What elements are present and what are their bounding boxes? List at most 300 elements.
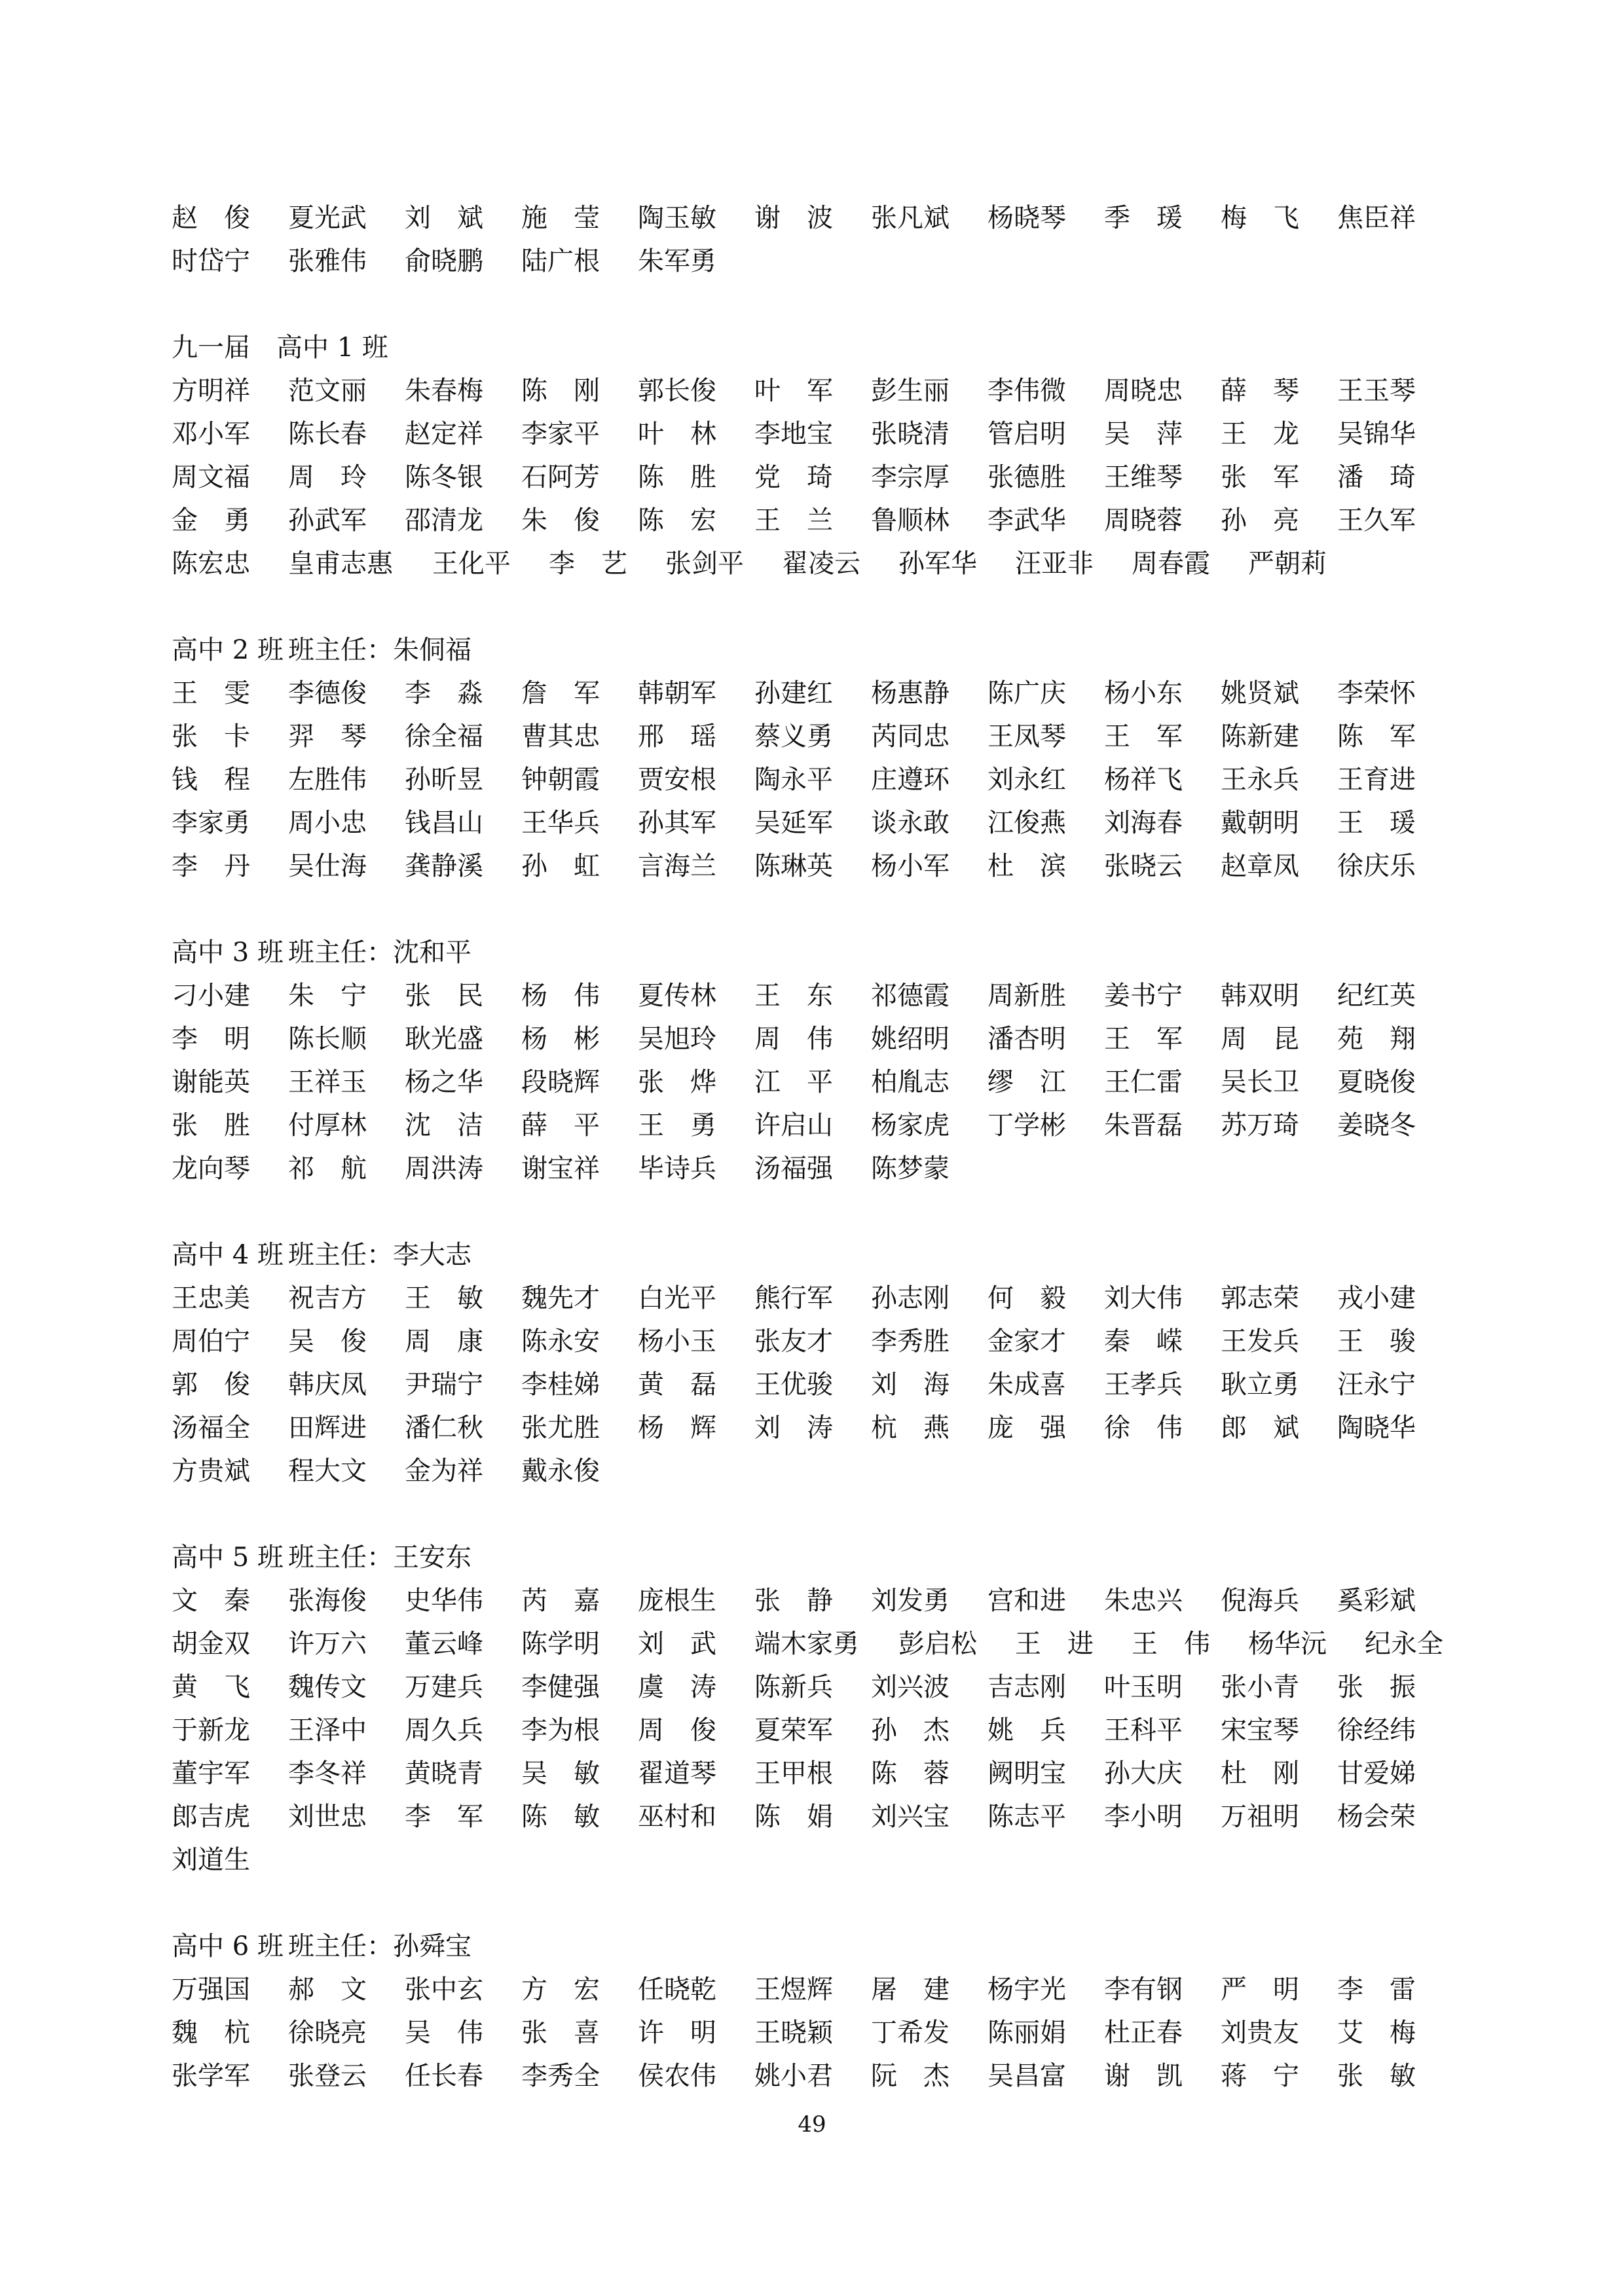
student-name: 万强国 — [172, 1975, 250, 2005]
student-name: 季 瑗 — [1104, 203, 1183, 233]
student-name: 方贵斌 — [172, 1456, 250, 1486]
student-name: 陶永平 — [754, 765, 833, 795]
student-name: 倪海兵 — [1221, 1586, 1299, 1616]
student-name: 吴 萍 — [1104, 419, 1183, 449]
student-name: 李 淼 — [405, 678, 483, 708]
student-name: 阮 杰 — [871, 2061, 950, 2091]
student-name: 朱军勇 — [638, 246, 716, 276]
class-section — [172, 1233, 1481, 1493]
student-name: 李秀胜 — [871, 1326, 950, 1357]
student-name: 范文丽 — [288, 376, 367, 406]
student-name: 纪红英 — [1337, 981, 1416, 1011]
student-name: 杨小东 — [1104, 678, 1183, 708]
student-name: 汪永宁 — [1337, 1370, 1416, 1400]
student-name: 梅 飞 — [1221, 203, 1299, 233]
student-name: 江 平 — [754, 1067, 833, 1097]
student-name: 王优骏 — [754, 1370, 833, 1400]
student-name: 姚小君 — [754, 2061, 833, 2091]
student-name: 徐晓亮 — [288, 2018, 367, 2048]
student-name: 杨华沅 — [1248, 1629, 1327, 1659]
student-name: 贾安根 — [638, 765, 716, 795]
student-name: 曹其忠 — [521, 721, 600, 752]
student-name: 杨 辉 — [638, 1413, 716, 1443]
student-name: 孙军华 — [898, 549, 977, 579]
student-name: 魏 杭 — [172, 2018, 250, 2048]
head-teacher: 班主任：孙舜宝 — [288, 1931, 471, 1961]
student-name: 张 烨 — [638, 1067, 716, 1097]
name-row — [172, 1147, 1481, 1190]
student-name: 彭生丽 — [871, 376, 950, 406]
student-name: 孙大庆 — [1104, 1758, 1183, 1789]
student-name: 艾 梅 — [1337, 2018, 1416, 2048]
class-section — [172, 326, 1481, 585]
student-name: 王 龙 — [1221, 419, 1299, 449]
student-name: 孙 杰 — [871, 1715, 950, 1745]
student-name: 周春霞 — [1132, 549, 1210, 579]
student-name: 严朝莉 — [1248, 549, 1327, 579]
student-name: 刘发勇 — [871, 1586, 950, 1616]
student-name: 谈永敢 — [871, 808, 950, 838]
class-section — [172, 1925, 1481, 2098]
student-name: 龚静溪 — [405, 851, 483, 881]
student-name: 吴延军 — [754, 808, 833, 838]
student-name: 陈丽娟 — [987, 2018, 1066, 2048]
student-name: 周洪涛 — [405, 1154, 483, 1184]
student-name: 杜正春 — [1104, 2018, 1183, 2048]
student-name: 张登云 — [288, 2061, 367, 2091]
name-row — [172, 542, 1481, 585]
student-name: 吴仕海 — [288, 851, 367, 881]
student-name: 杨宇光 — [987, 1975, 1066, 2005]
student-name: 孙志刚 — [871, 1283, 950, 1313]
student-name: 陈 军 — [1337, 721, 1416, 752]
student-name: 祁 航 — [288, 1154, 367, 1184]
student-name: 苑 翔 — [1337, 1024, 1416, 1054]
student-name: 赵 俊 — [172, 203, 250, 233]
student-name: 龙向琴 — [172, 1154, 250, 1184]
student-name: 王泽中 — [288, 1715, 367, 1745]
student-name: 周晓蓉 — [1104, 505, 1183, 536]
name-row — [172, 974, 1481, 1017]
name-row — [172, 758, 1481, 801]
student-name: 周晓忠 — [1104, 376, 1183, 406]
head-teacher: 班主任：李大志 — [288, 1240, 471, 1270]
student-name: 邢 瑶 — [638, 721, 716, 752]
name-row — [172, 1709, 1481, 1752]
student-name: 周 康 — [405, 1326, 483, 1357]
student-name: 李 丹 — [172, 851, 250, 881]
student-name: 甘爱娣 — [1337, 1758, 1416, 1789]
name-row — [172, 845, 1481, 888]
student-name: 张 民 — [405, 981, 483, 1011]
student-name: 周 昆 — [1221, 1024, 1299, 1054]
student-name: 张 敏 — [1337, 2061, 1416, 2091]
student-name: 孙 虹 — [521, 851, 600, 881]
student-name: 李宗厚 — [871, 462, 950, 492]
student-name: 王 雯 — [172, 678, 250, 708]
student-name: 陆广根 — [521, 246, 600, 276]
name-row — [172, 1666, 1481, 1709]
student-name: 戴朝明 — [1221, 808, 1299, 838]
student-name: 张 军 — [1221, 462, 1299, 492]
student-name: 刘世忠 — [288, 1802, 367, 1832]
class-label: 高中 3 班 — [172, 938, 284, 968]
student-name: 祁德霞 — [871, 981, 950, 1011]
student-name: 王 进 — [1015, 1629, 1094, 1659]
student-name: 汤福强 — [754, 1154, 833, 1184]
student-name: 彭启松 — [898, 1629, 977, 1659]
student-name: 张 静 — [754, 1586, 833, 1616]
student-name: 陈 蓉 — [871, 1758, 950, 1789]
student-name: 周 伟 — [754, 1024, 833, 1054]
student-name: 刁小建 — [172, 981, 250, 1011]
name-row — [172, 412, 1481, 456]
student-name: 叶 林 — [638, 419, 716, 449]
class-heading — [172, 1233, 1481, 1277]
student-name: 金为祥 — [405, 1456, 483, 1486]
class-heading — [172, 629, 1481, 672]
student-name: 许万六 — [288, 1629, 367, 1659]
class-label: 高中 6 班 — [172, 1931, 284, 1961]
student-name: 张晓清 — [871, 419, 950, 449]
student-name: 陈宏忠 — [172, 549, 250, 579]
student-name: 谢宝祥 — [521, 1154, 600, 1184]
name-row — [172, 1579, 1481, 1622]
name-row — [172, 1406, 1481, 1449]
student-name: 方明祥 — [172, 376, 250, 406]
name-row — [172, 1622, 1481, 1666]
student-name: 李家平 — [521, 419, 600, 449]
student-name: 孙昕昱 — [405, 765, 483, 795]
student-name: 许启山 — [754, 1110, 833, 1140]
student-name: 杨家虎 — [871, 1110, 950, 1140]
student-name: 郝 文 — [288, 1975, 367, 2005]
student-name: 陈新兵 — [754, 1672, 833, 1702]
student-name: 王孝兵 — [1104, 1370, 1183, 1400]
student-name: 任晓乾 — [638, 1975, 716, 2005]
student-name: 陈 胜 — [638, 462, 716, 492]
student-name: 刘兴宝 — [871, 1802, 950, 1832]
student-name: 赵定祥 — [405, 419, 483, 449]
student-name: 刘大伟 — [1104, 1283, 1183, 1313]
student-name: 张尤胜 — [521, 1413, 600, 1443]
student-name: 何 毅 — [987, 1283, 1066, 1313]
student-name: 李有钢 — [1104, 1975, 1183, 2005]
class-label: 高中 2 班 — [172, 635, 284, 665]
student-name: 杨晓琴 — [987, 203, 1066, 233]
student-name: 孙其军 — [638, 808, 716, 838]
student-name: 王 勇 — [638, 1110, 716, 1140]
student-name: 周 俊 — [638, 1715, 716, 1745]
student-name: 郭 俊 — [172, 1370, 250, 1400]
student-name: 陈长顺 — [288, 1024, 367, 1054]
student-name: 钟朝霞 — [521, 765, 600, 795]
student-name: 夏晓俊 — [1337, 1067, 1416, 1097]
student-name: 熊行军 — [754, 1283, 833, 1313]
student-name: 吴 敏 — [521, 1758, 600, 1789]
student-name: 施 莹 — [521, 203, 600, 233]
name-row — [172, 196, 1481, 240]
student-name: 孙武军 — [288, 505, 367, 536]
roster-content — [172, 196, 1481, 2141]
student-name: 胡金双 — [172, 1629, 250, 1659]
head-teacher: 班主任：王安东 — [288, 1542, 471, 1573]
head-teacher: 班主任：朱侗福 — [288, 635, 471, 665]
student-name: 尹瑞宁 — [405, 1370, 483, 1400]
student-name: 张小青 — [1221, 1672, 1299, 1702]
student-name: 王 兰 — [754, 505, 833, 536]
name-row — [172, 1104, 1481, 1147]
student-name: 王 瑗 — [1337, 808, 1416, 838]
student-name: 张友才 — [754, 1326, 833, 1357]
student-name: 薛 平 — [521, 1110, 600, 1140]
student-name: 王甲根 — [754, 1758, 833, 1789]
student-name: 朱成喜 — [987, 1370, 1066, 1400]
student-name: 黄晓青 — [405, 1758, 483, 1789]
student-name: 王 东 — [754, 981, 833, 1011]
student-name: 宫和进 — [987, 1586, 1066, 1616]
student-name: 王发兵 — [1221, 1326, 1299, 1357]
student-name: 赵章凤 — [1221, 851, 1299, 881]
class-heading — [172, 1925, 1481, 1968]
student-name: 杨 彬 — [521, 1024, 600, 1054]
student-name: 姜晓冬 — [1337, 1110, 1416, 1140]
name-row — [172, 1449, 1481, 1493]
student-name: 杨小军 — [871, 851, 950, 881]
student-name: 王祥玉 — [288, 1067, 367, 1097]
student-name: 程大文 — [288, 1456, 367, 1486]
student-name: 李荣怀 — [1337, 678, 1416, 708]
student-name: 王 军 — [1104, 1024, 1183, 1054]
student-name: 黄 飞 — [172, 1672, 250, 1702]
class-heading — [172, 1536, 1481, 1579]
student-name: 李 雷 — [1337, 1975, 1416, 2005]
student-name: 黄 磊 — [638, 1370, 716, 1400]
student-name: 刘 斌 — [405, 203, 483, 233]
student-name: 叶玉明 — [1104, 1672, 1183, 1702]
student-name: 汤福全 — [172, 1413, 250, 1443]
student-name: 王玉琴 — [1337, 376, 1416, 406]
student-name: 任长春 — [405, 2061, 483, 2091]
student-name: 朱 宁 — [288, 981, 367, 1011]
student-name: 刘永红 — [987, 765, 1066, 795]
student-name: 徐 伟 — [1104, 1413, 1183, 1443]
intro-names — [172, 196, 1481, 283]
student-name: 李 明 — [172, 1024, 250, 1054]
student-name: 詹 军 — [521, 678, 600, 708]
name-row — [172, 2011, 1481, 2054]
student-name: 刘海春 — [1104, 808, 1183, 838]
student-name: 周伯宁 — [172, 1326, 250, 1357]
student-name: 沈 洁 — [405, 1110, 483, 1140]
student-name: 张凡斌 — [871, 203, 950, 233]
student-name: 陈冬银 — [405, 462, 483, 492]
name-row — [172, 1752, 1481, 1795]
student-name: 文 秦 — [172, 1586, 250, 1616]
student-name: 王华兵 — [521, 808, 600, 838]
student-name: 毕诗兵 — [638, 1154, 716, 1184]
student-name: 庞 强 — [987, 1413, 1066, 1443]
student-name: 陶晓华 — [1337, 1413, 1416, 1443]
name-row — [172, 456, 1481, 499]
student-name: 柏胤志 — [871, 1067, 950, 1097]
student-name: 张 胜 — [172, 1110, 250, 1140]
student-name: 孙建红 — [754, 678, 833, 708]
student-name: 谢 波 — [754, 203, 833, 233]
student-name: 付厚林 — [288, 1110, 367, 1140]
student-name: 陈学明 — [521, 1629, 600, 1659]
student-name: 陈永安 — [521, 1326, 600, 1357]
student-name: 李 军 — [405, 1802, 483, 1832]
student-name: 戴永俊 — [521, 1456, 600, 1486]
student-name: 陈 敏 — [521, 1802, 600, 1832]
class-section — [172, 1536, 1481, 1882]
student-name: 李秀全 — [521, 2061, 600, 2091]
student-name: 金 勇 — [172, 505, 250, 536]
student-name: 陈长春 — [288, 419, 367, 449]
student-name: 张 喜 — [521, 2018, 600, 2048]
student-name: 刘兴波 — [871, 1672, 950, 1702]
student-name: 陈广庆 — [987, 678, 1066, 708]
class-section — [172, 931, 1481, 1190]
student-name: 张雅伟 — [288, 246, 367, 276]
student-name: 陈琳英 — [754, 851, 833, 881]
student-name: 段晓辉 — [521, 1067, 600, 1097]
student-name: 李武华 — [987, 505, 1066, 536]
student-name: 周新胜 — [987, 981, 1066, 1011]
student-name: 丁学彬 — [987, 1110, 1066, 1140]
student-name: 党 琦 — [754, 462, 833, 492]
student-name: 宋宝琴 — [1221, 1715, 1299, 1745]
student-name: 潘仁秋 — [405, 1413, 483, 1443]
student-name: 陈 刚 — [521, 376, 600, 406]
student-name: 徐全福 — [405, 721, 483, 752]
student-name: 徐经纬 — [1337, 1715, 1416, 1745]
student-name: 张 振 — [1337, 1672, 1416, 1702]
student-name: 管启明 — [987, 419, 1066, 449]
name-row — [172, 1277, 1481, 1320]
student-name: 吴 伟 — [405, 2018, 483, 2048]
student-name: 汪亚非 — [1015, 549, 1094, 579]
name-row — [172, 1838, 1481, 1882]
student-name: 陈 宏 — [638, 505, 716, 536]
student-name: 虞 涛 — [638, 1672, 716, 1702]
student-name: 杨小玉 — [638, 1326, 716, 1357]
student-name: 周 玲 — [288, 462, 367, 492]
student-name: 杨祥飞 — [1104, 765, 1183, 795]
student-name: 羿 琴 — [288, 721, 367, 752]
student-name: 王化平 — [432, 549, 511, 579]
student-name: 陶玉敏 — [638, 203, 716, 233]
student-name: 钱昌山 — [405, 808, 483, 838]
student-name: 焦臣祥 — [1337, 203, 1416, 233]
student-name: 张德胜 — [987, 462, 1066, 492]
student-name: 蔡义勇 — [754, 721, 833, 752]
student-name: 张中玄 — [405, 1975, 483, 2005]
student-name: 韩庆凤 — [288, 1370, 367, 1400]
student-name: 王 伟 — [1132, 1629, 1210, 1659]
student-name: 王久军 — [1337, 505, 1416, 536]
student-name: 郎 斌 — [1221, 1413, 1299, 1443]
student-name: 左胜伟 — [288, 765, 367, 795]
student-name: 王晓颖 — [754, 2018, 833, 2048]
student-name: 俞晓鹏 — [405, 246, 483, 276]
student-name: 戎小建 — [1337, 1283, 1416, 1313]
student-name: 鲁顺林 — [871, 505, 950, 536]
student-name: 方 宏 — [521, 1975, 600, 2005]
student-name: 周小忠 — [288, 808, 367, 838]
student-name: 许 明 — [638, 2018, 716, 2048]
student-name: 姚绍明 — [871, 1024, 950, 1054]
student-name: 李德俊 — [288, 678, 367, 708]
student-name: 邵清龙 — [405, 505, 483, 536]
student-name: 史华伟 — [405, 1586, 483, 1616]
student-name: 董云峰 — [405, 1629, 483, 1659]
student-name: 侯农伟 — [638, 2061, 716, 2091]
student-name: 蒋 宁 — [1221, 2061, 1299, 2091]
student-name: 王科平 — [1104, 1715, 1183, 1745]
student-name: 秦 嵘 — [1104, 1326, 1183, 1357]
student-name: 魏传文 — [288, 1672, 367, 1702]
student-name: 夏传林 — [638, 981, 716, 1011]
student-name: 王忠美 — [172, 1283, 250, 1313]
student-name: 吴昌富 — [987, 2061, 1066, 2091]
student-name: 王 敏 — [405, 1283, 483, 1313]
student-name: 李 艺 — [549, 549, 627, 579]
name-row — [172, 1320, 1481, 1363]
student-name: 端木家勇 — [754, 1629, 859, 1659]
student-name: 刘道生 — [172, 1845, 250, 1875]
name-row — [172, 1363, 1481, 1406]
student-name: 皇甫志惠 — [288, 549, 393, 579]
student-name: 杨惠静 — [871, 678, 950, 708]
student-name: 夏荣军 — [754, 1715, 833, 1745]
student-name: 芮 嘉 — [521, 1586, 600, 1616]
student-name: 田辉进 — [288, 1413, 367, 1443]
student-name: 严 明 — [1221, 1975, 1299, 2005]
student-name: 夏光武 — [288, 203, 367, 233]
student-name: 朱晋磊 — [1104, 1110, 1183, 1140]
student-name: 万建兵 — [405, 1672, 483, 1702]
student-name: 刘贵友 — [1221, 2018, 1299, 2048]
student-name: 姜书宁 — [1104, 981, 1183, 1011]
student-name: 姚贤斌 — [1221, 678, 1299, 708]
student-name: 杨会荣 — [1337, 1802, 1416, 1832]
student-name: 王凤琴 — [987, 721, 1066, 752]
student-name: 庞根生 — [638, 1586, 716, 1616]
student-name: 李伟微 — [987, 376, 1066, 406]
student-name: 万祖明 — [1221, 1802, 1299, 1832]
student-name: 吴长卫 — [1221, 1067, 1299, 1097]
class-heading — [172, 931, 1481, 974]
student-name: 石阿芳 — [521, 462, 600, 492]
student-name: 邓小军 — [172, 419, 250, 449]
student-name: 王维琴 — [1104, 462, 1183, 492]
student-name: 王 骏 — [1337, 1326, 1416, 1357]
student-name: 阙明宝 — [987, 1758, 1066, 1789]
student-name: 杨之华 — [405, 1067, 483, 1097]
student-name: 刘 武 — [638, 1629, 716, 1659]
student-name: 朱 俊 — [521, 505, 600, 536]
student-name: 张 卡 — [172, 721, 250, 752]
student-name: 缪 江 — [987, 1067, 1066, 1097]
student-name: 丁希发 — [871, 2018, 950, 2048]
student-name: 魏先才 — [521, 1283, 600, 1313]
student-name: 耿光盛 — [405, 1024, 483, 1054]
student-name: 姚 兵 — [987, 1715, 1066, 1745]
name-row — [172, 2054, 1481, 2098]
student-name: 徐庆乐 — [1337, 851, 1416, 881]
